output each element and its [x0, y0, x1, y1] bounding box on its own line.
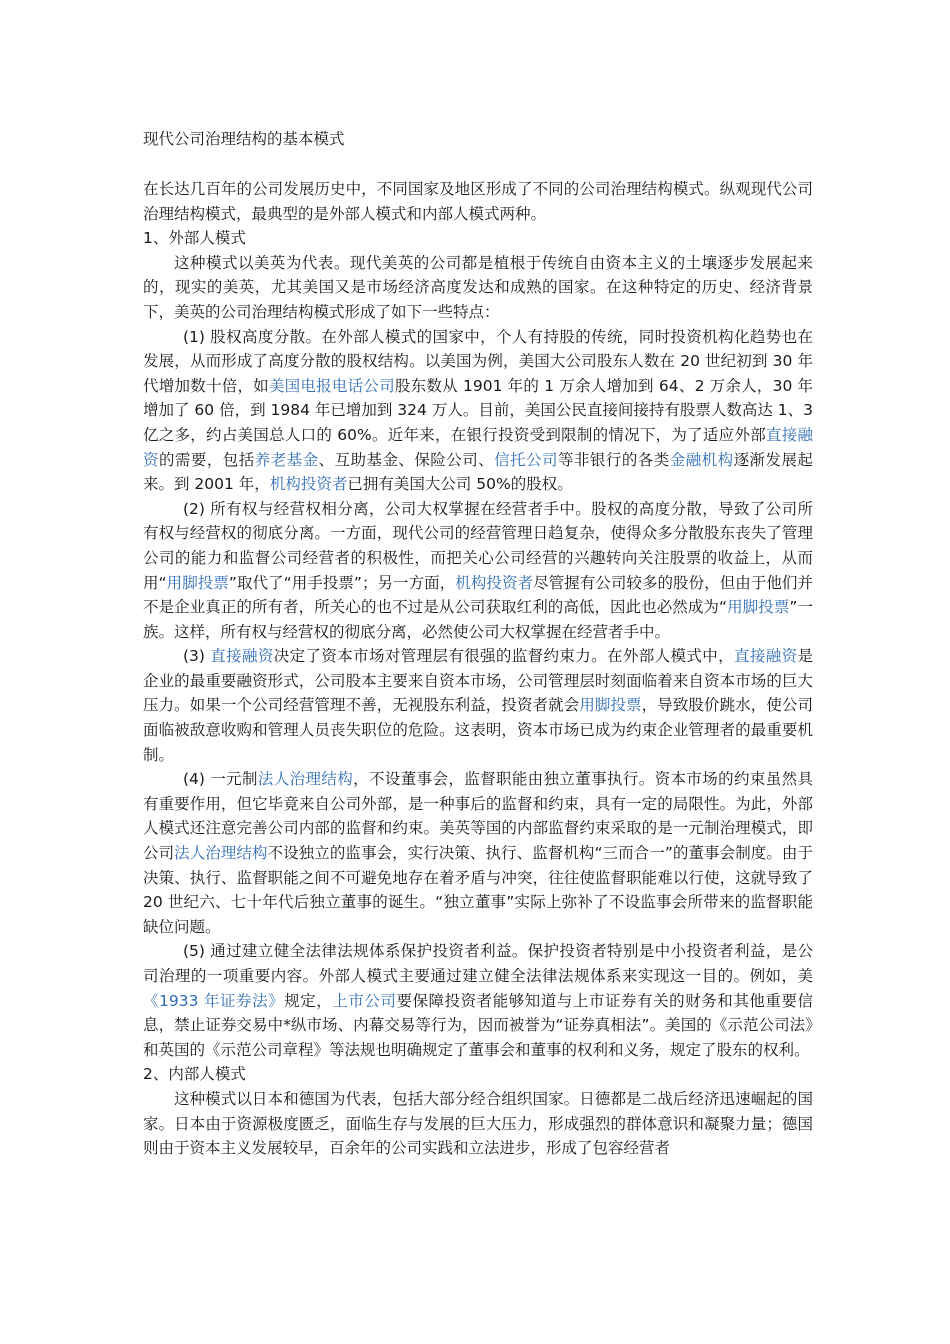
paragraph-text: 决定了资本市场对管理层有很强的监督约束力。在外部人模式中，	[273, 647, 734, 666]
paragraph-text: 这种模式以美英为代表。现代美英的公司都是植根于传统自由资本主义的土壤逐步发展起来的，现实的美英，尤其美国又是市场经济高度发达和成熟的国家。在这种特定的历史、经济背景下，美英的公司治理结构模式形成了如下一些特点：	[143, 253, 813, 321]
inline-link[interactable]: 法人治理结构	[174, 844, 268, 863]
inline-link[interactable]: 养老基金	[254, 450, 319, 469]
paragraph-text: (4) 一元制	[183, 770, 258, 789]
paragraph	[143, 1087, 813, 1161]
paragraph-text: ，导致股价跳水，使公司面临被敌意收购和管理人员丧失职位的危险。这表明，资本市场已成为约束企业管理者的最重要机制。	[143, 696, 813, 764]
paragraph-text: 股东数从 1901 年的 1 万余人增加到 64、2 万余人，30 年增加了 60 倍，到 1984 年已增加到 324 万人。目前，美国公民直接间接持有股票人数高达 1、3 亿之多，约占美国总人口的 60%。近年来，在银行投资受到限制的情况下，为了适应外部	[143, 376, 813, 444]
paragraph-text: 不设独立的监事会，实行决策、执行、监督机构“三而合一”的董事会制度。由于决策、执行、监督职能之间不可避免地存在着矛盾与冲突，往往使监督职能难以行使，这就导致了 20 世纪六、七十年代后独立董事的诞生。“独立董事”实际上弥补了不设监事会所带来的监督职能缺位问题。	[143, 844, 813, 936]
inline-link[interactable]: 直接融资	[733, 647, 798, 666]
inline-link[interactable]: 信托公司	[494, 450, 558, 469]
paragraph-text: (1) 股权高度分散。在外部人模式的国家中，个人有持股的传统，同时投资机构化趋势也在发展，从而形成了高度分散的股权结构。以美国为例，美国大公司股东人数在 20 世纪初到 30 年代增加数十倍，如	[143, 327, 813, 395]
paragraph-text: 在长达几百年的公司发展历史中，不同国家及地区形成了不同的公司治理结构模式。纵观现代公司治理结构模式，最典型的是外部人模式和内部人模式两种。	[143, 180, 813, 223]
inline-link[interactable]: 金融机构	[669, 450, 734, 469]
paragraph-text: 是企业的最重要融资形式，公司股本主要来自资本市场，公司管理层时刻面临着来自资本市场的巨大压力。如果一个公司经营管理不善，无视股东利益，投资者就会	[143, 647, 813, 715]
paragraph-text: 、互助基金、保险公司、	[318, 450, 495, 469]
paragraph-text: 已拥有美国大公司 50%的股权。	[347, 475, 573, 494]
inline-link[interactable]: 《1933 年证券法》	[143, 991, 285, 1010]
paragraph-text: 2、内部人模式	[143, 1065, 246, 1084]
paragraph-text: ”一族。这样，所有权与经营权的彻底分离，必然使公司大权掌握在经营者手中。	[143, 598, 813, 641]
paragraph-text: (3)	[183, 647, 211, 666]
inline-link[interactable]: 直接融资	[210, 647, 274, 666]
inline-link[interactable]: 美国电报电话公司	[268, 376, 395, 395]
paragraph-text: ”取代了“用手投票”；另一方面，	[228, 573, 456, 592]
inline-link[interactable]: 上市公司	[332, 991, 397, 1010]
paragraph-text: 这种模式以日本和德国为代表，包括大部分经合组织国家。日德都是二战后经济迅速崛起的国家。日本由于资源极度匮乏，面临生存与发展的巨大压力，形成强烈的群体意识和凝聚力量；德国则由于资本主义发展较早，百余年的公司实践和立法进步，形成了包容经营者	[143, 1089, 813, 1158]
paragraph	[143, 644, 813, 767]
inline-link[interactable]: 直接融资	[143, 425, 813, 469]
inline-link[interactable]: 用脚投票	[166, 573, 229, 592]
paragraph-text: (2) 所有权与经营权相分离，公司大权掌握在经营者手中。股权的高度分散，导致了公司所有权与经营权的彻底分离。一方面，现代公司的经营管理日趋复杂，使得众多分散股东丧失了管理公司的能力和监督公司经营者的积极性，而把关心公司经营的兴趣转向关注股票的收益上，从而用“	[143, 499, 813, 592]
document-title: 现代公司治理结构的基本模式	[143, 130, 345, 148]
paragraph	[143, 325, 813, 497]
inline-link[interactable]: 用脚投票	[727, 598, 790, 617]
paragraph-text: ，不设董事会，监督职能由独立董事执行。资本市场的约束虽然具有重要作用，但它毕竟来自公司外部，是一种事后的监督和约束，具有一定的局限性。为此，外部人模式还注意完善公司内部的监督和约束。美英等国的内部监督约束采取的是一元制治理模式，即公司	[143, 770, 813, 863]
paragraph	[143, 226, 813, 251]
paragraph-text: 规定，	[284, 991, 333, 1010]
paragraph-text: 1、外部人模式	[143, 229, 246, 248]
paragraph	[143, 939, 813, 1062]
paragraph-text: 的需要，包括	[158, 450, 255, 469]
paragraph	[143, 177, 813, 226]
paragraph-text: (5) 通过建立健全法律法规体系保护投资者利益。保护投资者特别是中小投资者利益，是公司治理的一项重要内容。外部人模式主要通过建立健全法律法规体系来实现这一目的。例如，美	[143, 942, 813, 985]
inline-link[interactable]: 法人治理结构	[257, 770, 354, 789]
paragraph	[143, 497, 813, 645]
paragraph-text: 逐渐发展起来。到 2001 年，	[143, 450, 813, 494]
inline-link[interactable]: 机构投资者	[269, 475, 348, 494]
document-body	[143, 177, 813, 1161]
inline-link[interactable]: 用脚投票	[579, 696, 642, 715]
paragraph	[143, 251, 813, 325]
paragraph-text: 要保障投资者能够知道与上市证券有关的财务和其他重要信息，禁止证券交易中*纵市场、内幕交易等行为，因而被誉为“证券真相法”。美国的《示范公司法》和英国的《示范公司章程》等法规也明确规定了董事会和董事的权利和义务，规定了股东的权利。	[143, 991, 813, 1059]
paragraph	[143, 767, 813, 939]
paragraph	[143, 1062, 813, 1087]
paragraph-text: 尽管握有公司较多的股份，但由于他们并不是企业真正的所有者，所关心的也不过是从公司获取红利的高低，因此也必然成为“	[143, 573, 813, 617]
inline-link[interactable]: 机构投资者	[455, 573, 534, 592]
paragraph-text: 等非银行的各类	[558, 450, 670, 469]
